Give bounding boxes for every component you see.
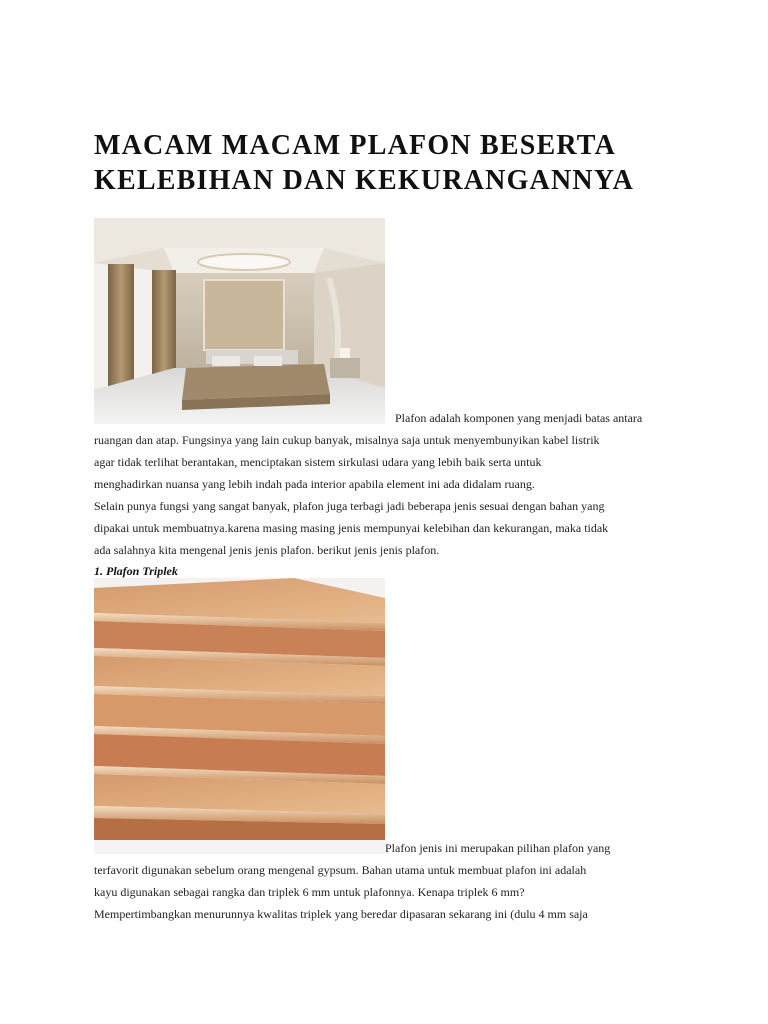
paragraph-3-line-1: Plafon jenis ini merupakan pilihan plafon yang (385, 841, 611, 855)
document-title (94, 128, 634, 198)
plywood-stack-photo (94, 578, 385, 854)
paragraph-1-line-1: Plafon adalah komponen yang menjadi batas antara (395, 411, 643, 425)
paragraph-3-line-4: Mempertimbangkan menurunnya kwalitas triplek yang beredar dipasaran sekarang ini (dulu 4 mm saja (94, 907, 588, 921)
paragraph-3-line-3: kayu digunakan sebagai rangka dan triplek 6 mm untuk plafonnya. Kenapa triplek 6 mm? (94, 885, 525, 899)
paragraph-1-line-2: ruangan dan atap. Fungsinya yang lain cukup banyak, misalnya saja untuk menyembunyikan kabel listrik (94, 433, 600, 447)
paragraph-2-line-2: dipakai untuk membuatnya.karena masing masing jenis mempunyai kelebihan dan kekurangan, maka tidak (94, 521, 609, 535)
paragraph-2-line-1: Selain punya fungsi yang sangat banyak, plafon juga terbagi jadi beberapa jenis sesuai dengan bahan yang (94, 499, 605, 513)
section-heading-plafon-triplek: 1. Plafon Triplek (94, 564, 178, 578)
bedroom-ceiling-photo (94, 218, 385, 424)
paragraph-3-line-2: terfavorit digunakan sebelum orang mengenal gypsum. Bahan utama untuk membuat plafon ini adalah (94, 863, 587, 877)
paragraph-1-line-3: agar tidak terlihat berantakan, menciptakan sistem sirkulasi udara yang lebih baik serta untuk (94, 455, 542, 469)
title-line-2: KELEBIHAN DAN KEKURANGANNYA (94, 165, 635, 196)
paragraph-1-line-4: menghadirkan nuansa yang lebih indah pada interior apabila element ini ada didalam ruang. (94, 477, 535, 491)
paragraph-2-line-3: ada salahnya kita mengenal jenis jenis plafon. berikut jenis jenis plafon. (94, 543, 440, 557)
title-line-1: MACAM MACAM PLAFON BESERTA (94, 130, 616, 161)
